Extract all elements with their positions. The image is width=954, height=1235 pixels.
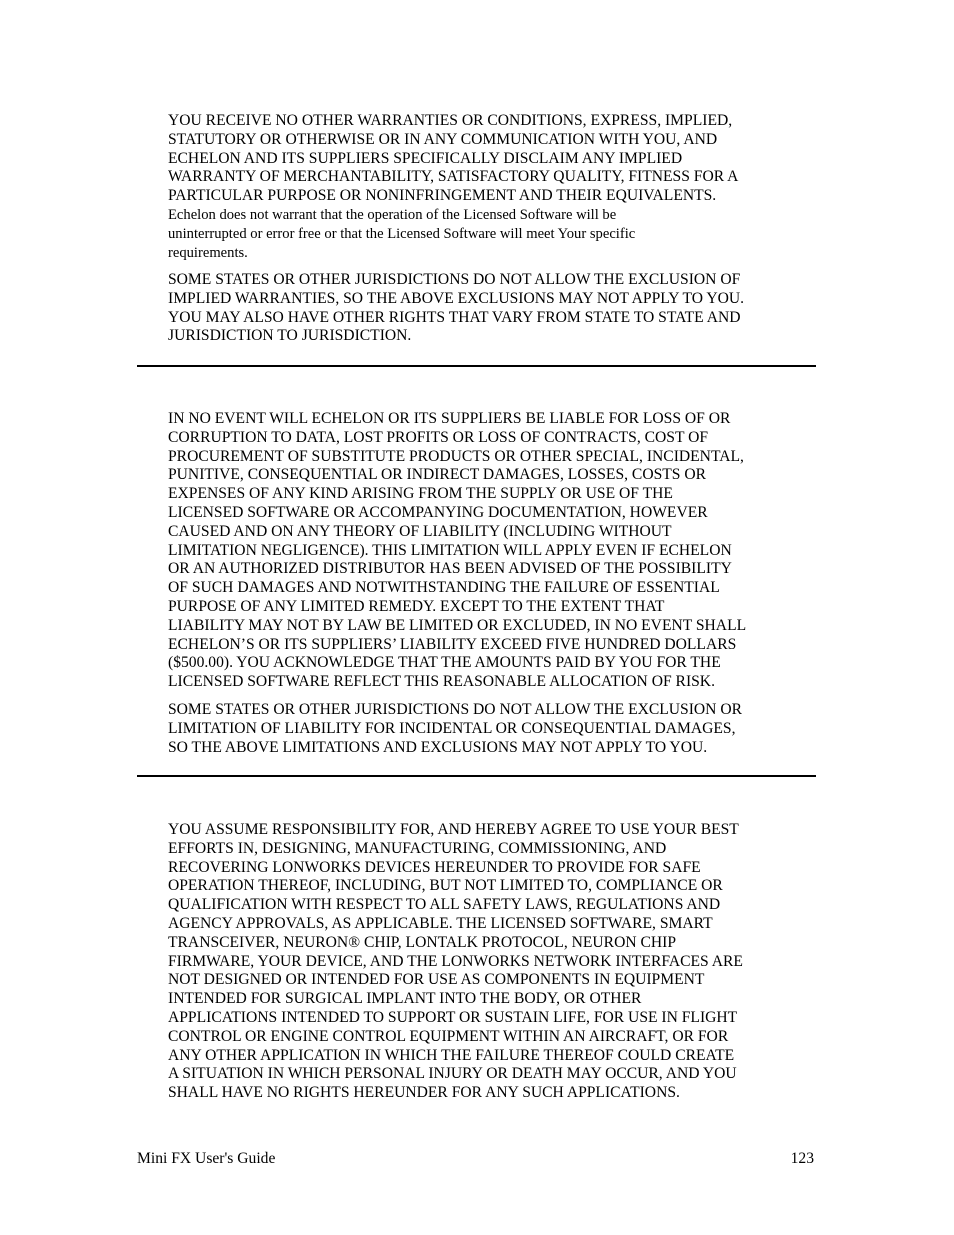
text-line: APPLICATIONS INTENDED TO SUPPORT OR SUSTAIN LIFE, FOR USE IN FLIGHT <box>168 1008 738 1026</box>
text-line: IN NO EVENT WILL ECHELON OR ITS SUPPLIERS BE LIABLE FOR LOSS OF OR <box>168 410 731 427</box>
text-line: ECHELON’S OR ITS SUPPLIERS’ LIABILITY EXCEED FIVE HUNDRED DOLLARS <box>168 635 737 653</box>
text-line: YOU RECEIVE NO OTHER WARRANTIES OR CONDITIONS, EXPRESS, IMPLIED, <box>168 112 733 129</box>
text-line: LIABILITY MAY NOT BY LAW BE LIMITED OR EXCLUDED, IN NO EVENT SHALL <box>168 616 747 634</box>
text-line: QUALIFICATION WITH RESPECT TO ALL SAFETY LAWS, REGULATIONS AND <box>168 896 721 914</box>
text-line: ($500.00). YOU ACKNOWLEDGE THAT THE AMOUNTS PAID BY YOU FOR THE <box>168 654 721 672</box>
text-line: OPERATION THEREOF, INCLUDING, BUT NOT LIMITED TO, COMPLIANCE OR <box>168 877 723 895</box>
text-line: SHALL HAVE NO RIGHTS HEREUNDER FOR ANY SUCH APPLICATIONS. <box>168 1084 680 1102</box>
text-line: SOME STATES OR OTHER JURISDICTIONS DO NOT ALLOW THE EXCLUSION OF <box>168 271 741 288</box>
text-line: ECHELON AND ITS SUPPLIERS SPECIFICALLY DISCLAIM ANY IMPLIED <box>168 149 683 167</box>
text-line: PURPOSE OF ANY LIMITED REMEDY. EXCEPT TO THE EXTENT THAT <box>168 597 665 615</box>
text-line: LIMITATION NEGLIGENCE). THIS LIMITATION WILL APPLY EVEN IF ECHELON <box>168 541 732 559</box>
text-line: JURISDICTION TO JURISDICTION. <box>168 327 412 345</box>
warranty-paragraph <box>168 112 818 206</box>
text-line: PROCUREMENT OF SUBSTITUTE PRODUCTS OR OTHER SPECIAL, INCIDENTAL, <box>168 447 744 465</box>
text-line: SO THE ABOVE LIMITATIONS AND EXCLUSIONS MAY NOT APPLY TO YOU. <box>168 738 708 756</box>
text-line: requirements. <box>168 245 248 261</box>
text-line: PARTICULAR PURPOSE OR NONINFRINGEMENT AND THEIR EQUIVALENTS. <box>168 187 717 205</box>
text-line: LIMITATION OF LIABILITY FOR INCIDENTAL OR CONSEQUENTIAL DAMAGES, <box>168 719 736 737</box>
text-line: CORRUPTION TO DATA, LOST PROFITS OR LOSS OF CONTRACTS, COST OF <box>168 428 709 446</box>
footer-title: Mini FX User's Guide <box>137 1150 276 1167</box>
text-line: CAUSED AND ON ANY THEORY OF LIABILITY (INCLUDING WITHOUT <box>168 522 672 540</box>
text-line: AGENCY APPROVALS, AS APPLICABLE. THE LICENSED SOFTWARE, SMART <box>168 914 713 932</box>
text-line: Echelon does not warrant that the operation of the Licensed Software will be <box>168 207 617 223</box>
text-line: EXPENSES OF ANY KIND ARISING FROM THE SUPPLY OR USE OF THE <box>168 485 673 503</box>
warranty-note <box>168 206 818 263</box>
text-line: FIRMWARE, YOUR DEVICE, AND THE LONWORKS NETWORK INTERFACES ARE <box>168 952 743 970</box>
text-line: IMPLIED WARRANTIES, SO THE ABOVE EXCLUSIONS MAY NOT APPLY TO YOU. <box>168 289 745 307</box>
text-line: SOME STATES OR OTHER JURISDICTIONS DO NOT ALLOW THE EXCLUSION OR <box>168 701 743 718</box>
text-line: TRANSCEIVER, NEURON® CHIP, LONTALK PROTOCOL, NEURON CHIP <box>168 933 677 951</box>
text-line: LICENSED SOFTWARE REFLECT THIS REASONABLE ALLOCATION OF RISK. <box>168 673 715 691</box>
text-line: uninterrupted or error free or that the Licensed Software will meet Your specific <box>168 226 636 242</box>
text-line: WARRANTY OF MERCHANTABILITY, SATISFACTORY QUALITY, FITNESS FOR A <box>168 168 739 186</box>
text-line: YOU ASSUME RESPONSIBILITY FOR, AND HEREBY AGREE TO USE YOUR BEST <box>168 821 739 838</box>
text-line: STATUTORY OR OTHERWISE OR IN ANY COMMUNICATION WITH YOU, AND <box>168 130 718 148</box>
text-line: NOT DESIGNED OR INTENDED FOR USE AS COMPONENTS IN EQUIPMENT <box>168 971 705 989</box>
liability-paragraph <box>168 410 818 692</box>
text-line: PUNITIVE, CONSEQUENTIAL OR INDIRECT DAMAGES, LOSSES, COSTS OR <box>168 466 707 484</box>
text-line: LICENSED SOFTWARE OR ACCOMPANYING DOCUMENTATION, HOWEVER <box>168 503 708 521</box>
text-line: YOU MAY ALSO HAVE OTHER RIGHTS THAT VARY FROM STATE TO STATE AND <box>168 308 741 326</box>
page-number: 123 <box>790 1150 814 1167</box>
section-divider <box>137 775 816 777</box>
jurisdiction-paragraph <box>168 271 818 346</box>
text-line: CONTROL OR ENGINE CONTROL EQUIPMENT WITHIN AN AIRCRAFT, OR FOR <box>168 1027 729 1045</box>
text-line: RECOVERING LONWORKS DEVICES HEREUNDER TO PROVIDE FOR SAFE <box>168 858 701 876</box>
text-line: OR AN AUTHORIZED DISTRIBUTOR HAS BEEN ADVISED OF THE POSSIBILITY <box>168 560 732 578</box>
liability-jurisdiction-paragraph <box>168 701 818 757</box>
text-line: INTENDED FOR SURGICAL IMPLANT INTO THE BODY, OR OTHER <box>168 990 642 1008</box>
text-line: OF SUCH DAMAGES AND NOTWITHSTANDING THE FAILURE OF ESSENTIAL <box>168 579 720 597</box>
text-line: ANY OTHER APPLICATION IN WHICH THE FAILURE THEREOF COULD CREATE <box>168 1046 735 1064</box>
text-line: EFFORTS IN, DESIGNING, MANUFACTURING, COMMISSIONING, AND <box>168 839 667 857</box>
section-divider <box>137 365 816 367</box>
safety-paragraph <box>168 821 818 1103</box>
text-line: A SITUATION IN WHICH PERSONAL INJURY OR DEATH MAY OCCUR, AND YOU <box>168 1065 737 1083</box>
